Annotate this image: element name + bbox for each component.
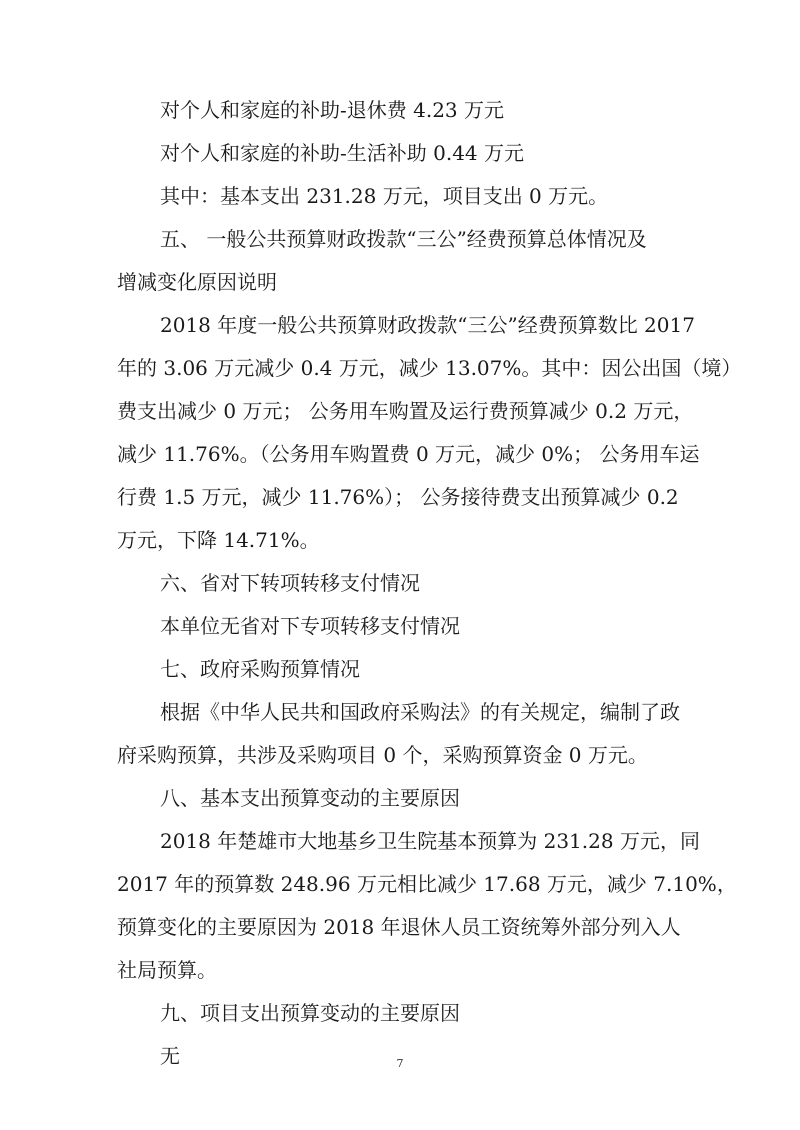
text-line: 2018 年楚雄市大地基乡卫生院基本预算为 231.28 万元，同 [160, 829, 700, 853]
text-line: 2017 年的预算数 248.96 万元相比减少 17.68 万元，减少 7.10%， [117, 872, 737, 896]
text-line: 无 [160, 1044, 180, 1068]
text-line: 2018 年度一般公共预算财政拨款“三公”经费预算数比 2017 [160, 313, 695, 337]
section-heading: 六、省对下转项转移支付情况 [160, 571, 420, 595]
section-heading: 八、基本支出预算变动的主要原因 [160, 786, 460, 810]
page-number: 7 [396, 1057, 404, 1070]
text-line: 行费 1.5 万元，减少 11.76%）； 公务接待费支出预算减少 0.2 [117, 485, 679, 509]
text-line: 根据《中华人民共和国政府采购法》的有关规定，编制了政 [160, 700, 680, 724]
text-line: 本单位无省对下专项转移支付情况 [160, 614, 460, 638]
section-heading: 七、政府采购预算情况 [160, 657, 360, 681]
text-line: 万元，下降 14.71%。 [117, 528, 320, 552]
section-heading: 九、项目支出预算变动的主要原因 [160, 1001, 460, 1025]
text-line: 年的 3.06 万元减少 0.4 万元，减少 13.07%。其中：因公出国（境） [117, 356, 742, 380]
text-line: 减少 11.76%。（公务用车购置费 0 万元，减少 0%； 公务用车运 [117, 442, 700, 466]
section-heading-continued: 增减变化原因说明 [117, 270, 277, 294]
text-line: 府采购预算，共涉及采购项目 0 个，采购预算资金 0 万元。 [117, 743, 648, 767]
text-line: 对个人和家庭的补助-生活补助 0.44 万元 [160, 141, 525, 165]
text-line: 预算变化的主要原因为 2018 年退休人员工资统筹外部分列入人 [117, 915, 681, 939]
text-line: 对个人和家庭的补助-退休费 4.23 万元 [160, 98, 505, 122]
text-line: 社局预算。 [117, 958, 217, 982]
section-heading: 五、 一般公共预算财政拨款“三公”经费预算总体情况及 [160, 227, 647, 251]
text-line: 其中：基本支出 231.28 万元，项目支出 0 万元。 [160, 184, 609, 208]
text-line: 费支出减少 0 万元； 公务用车购置及运行费预算减少 0.2 万元， [117, 399, 694, 423]
